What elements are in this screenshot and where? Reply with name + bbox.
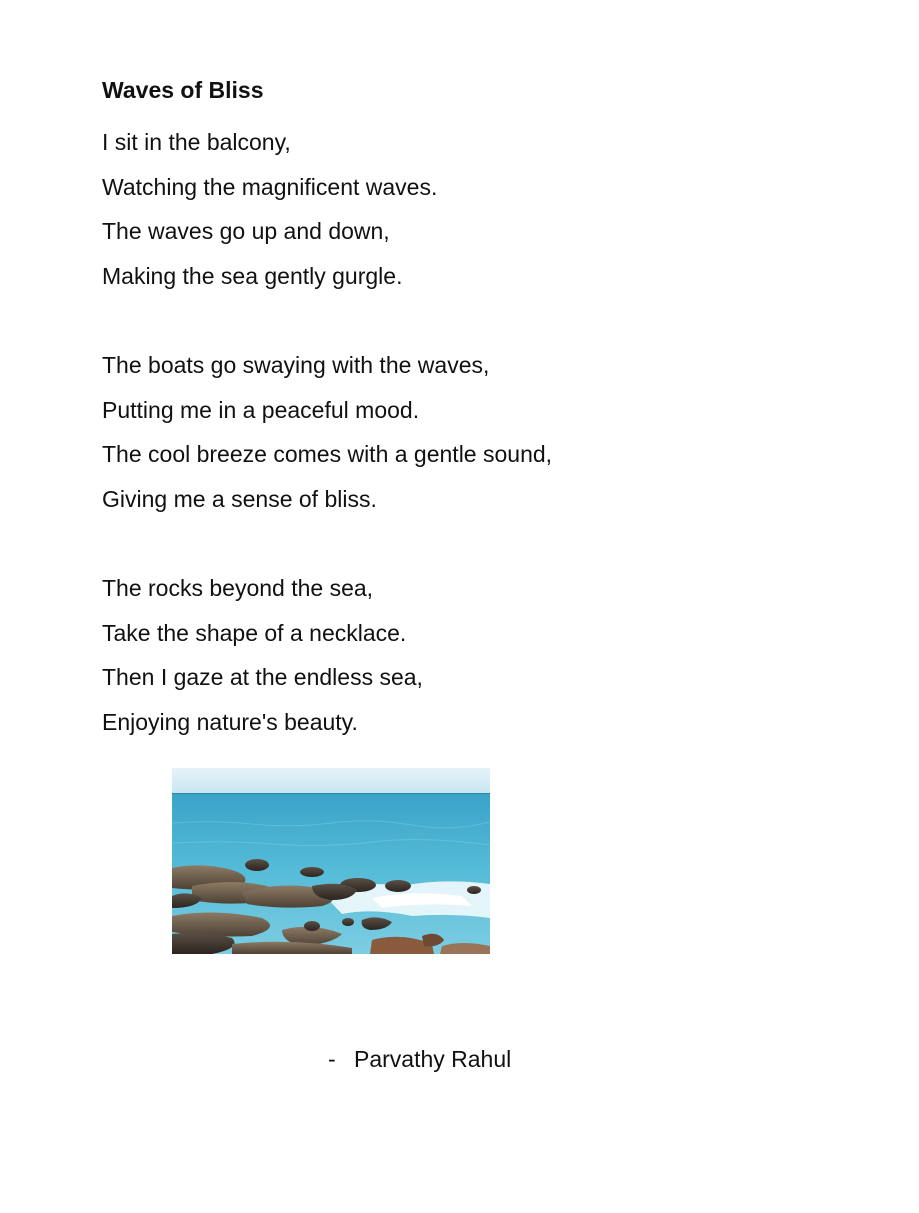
poem-line: The rocks beyond the sea, xyxy=(102,575,374,601)
signature-dash: - xyxy=(328,1046,336,1072)
poem-title: Waves of Bliss xyxy=(102,77,264,103)
poem-line: Watching the magnificent waves. xyxy=(102,173,438,200)
stanza-2 xyxy=(102,343,552,521)
stanza-1 xyxy=(102,120,437,298)
poem-line: The waves go up and down, xyxy=(102,218,390,244)
poem-line: Putting me in a peaceful mood. xyxy=(102,396,420,423)
poem-line: Making the sea gently gurgle. xyxy=(102,262,403,289)
poem-line: The boats go swaying with the waves, xyxy=(102,352,490,378)
poem-line: Take the shape of a necklace. xyxy=(102,619,407,646)
sea-rocks-image xyxy=(172,768,490,954)
poem-line: Then I gaze at the endless sea, xyxy=(102,664,423,690)
poem-line: Giving me a sense of bliss. xyxy=(102,485,377,512)
poem-line: I sit in the balcony, xyxy=(102,129,291,155)
author-name: Parvathy Rahul xyxy=(354,1046,512,1072)
author-signature xyxy=(328,1045,511,1073)
stanza-3 xyxy=(102,566,423,744)
poem-line: The cool breeze comes with a gentle sound, xyxy=(102,441,553,467)
poem-line: Enjoying nature's beauty. xyxy=(102,708,358,735)
